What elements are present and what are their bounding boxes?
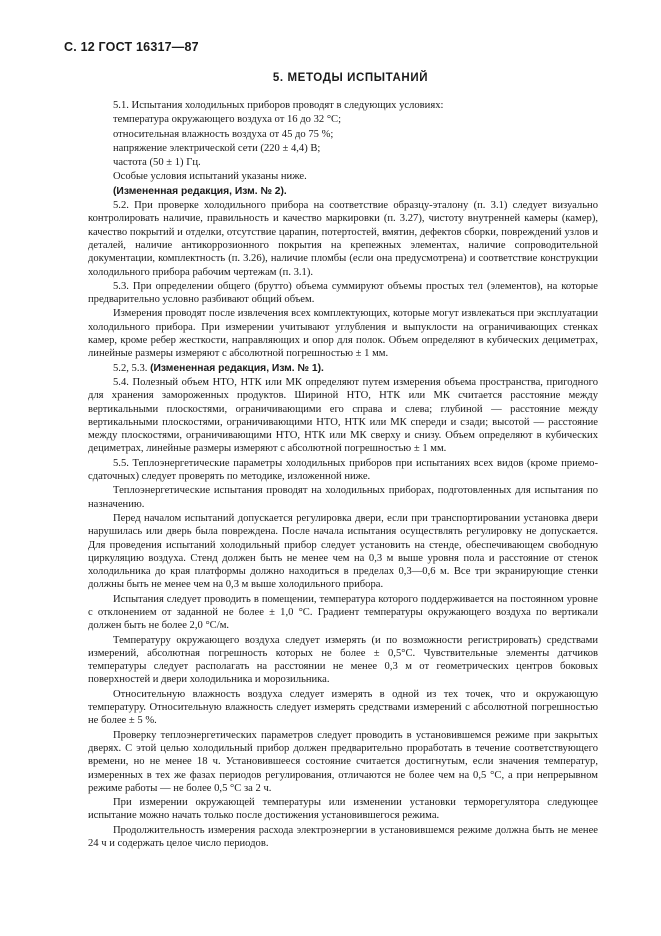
amendment-note-1-text: (Измененная редакция, Изм. № 1). [150, 362, 324, 374]
condition-temperature: температура окружающего воздуха от 16 до 32 °С; [113, 114, 342, 126]
paragraph-thermal-tests: Теплоэнергетические испытания проводят на холодильных приборах, подготовленных для испытания по назначению. [88, 485, 598, 510]
special-conditions-note: Особые условия испытаний указаны ниже. [113, 171, 307, 183]
paragraph-energy-duration: Продолжительность измерения расхода электроэнергии в установившемся режиме должна быть не менее 24 ч и содержать целое число периодов. [88, 824, 598, 850]
paragraph-5-3: 5.3. При определении общего (брутто) объема суммируют объемы простых тел (элементов), на которые предварительно условно разбивают общий объем. [88, 280, 598, 306]
page-header: С. 12 ГОСТ 16317—87 [64, 40, 199, 54]
paragraph-5-1: 5.1. Испытания холодильных приборов проводят в следующих условиях: [113, 100, 444, 111]
paragraph-humidity: Относительную влажность воздуха следует измерять в одной из тех точек, что и окружающую температуру. Относительную влажность следует измерять средствами измерений с абсолютной погрешностью не более ± 5 %. [88, 688, 598, 727]
condition-voltage: напряжение электрической сети (220 ± 4,4) В; [113, 142, 321, 154]
section-body [88, 99, 598, 851]
amendment-note-1-ref: 5.2, 5.3. [113, 362, 151, 374]
paragraph-5-4: 5.4. Полезный объем НТО, НТК или МК определяют путем измерения объема пространства, пригодного для хранения замороженных продуктов. Шириной НТО, НТК или МК считается расстояние между вертикальными плоскостями, ограничивающими его справа и слева; глубиной — расстояние между вертикальными плоскостями, ограничивающими НТО, НТК или МК спереди и сзади; высотой — расстояние между плоскостями, ограничивающими НТО, НТК или МК сверху и снизу. Объем определяют в кубических дециметрах, линейные размеры измеряют с абсолютной погрешностью ± 1 мм. [88, 376, 598, 455]
amendment-note-1 [88, 362, 598, 375]
condition-frequency: частота (50 ± 1) Гц. [113, 157, 201, 169]
paragraph-5-2: 5.2. При проверке холодильного прибора на соответствие образцу-эталону (п. 3.1) следует визуально контролировать наличие, правильность и качество маркировки (п. 3.27), чистоту внутренней камеры (камер), качество покрытий и отделки, отсутствие царапин, потертостей, вмятин, дефектов сборки, повреждений узлов и деталей, наличие антикоррозионного покрытия на крепежных элементах, наличие сопроводительной документации, комплектность (п. 3.26), наличие пломбы (если она предусмотрена) и соответствие конструкции холодильного прибора рабочим чертежам (п. 3.1). [88, 200, 598, 278]
paragraph-next-test: При измерении окружающей температуры или изменении установки терморегулятора следующее испытание можно начать только после достижения установившегося режима. [88, 797, 598, 822]
paragraph-5-3-measurements: Измерения проводят после извлечения всех комплектующих, которые могут извлекаться при эксплуатации холодильного прибора. При измерении учитывают углубления и выпуклости на ограничивающих стенках камер, кроме ребер жесткости, направляющих и опор для полок. Объем определяют в кубических дециметрах, линейные размеры измеряют с абсолютной погрешностью ± 1 мм. [88, 308, 598, 360]
paragraph-5-5: 5.5. Теплоэнергетические параметры холодильных приборов при испытаниях всех видов (кроме приемо-сдаточных) следует проверять по методике, изложенной ниже. [88, 457, 598, 483]
amendment-note-2: (Измененная редакция, Изм. № 2). [113, 185, 287, 197]
paragraph-door-adjustment: Перед началом испытаний допускается регулировка двери, если при транспортировании установка двери нарушилась или дверь была повреждена. После начала испытания осуществлять регулировку не допускается. Для проведения испытаний холодильный прибор следует установить на стенде, обеспечивающем свободную циркуляцию воздуха. Стенд должен быть не менее чем на 0,3 м выше уровня пола и расстояние от стенок холодильника до края платформы должно находиться в пределах 0,3—0,6 м. Все три экранирующие стенки должны быть не менее чем на 0,3 м выше холодильного прибора. [88, 512, 598, 591]
paragraph-steady-state: Проверку теплоэнергетических параметров следует проводить в установившемся режиме при закрытых дверях. С этой целью холодильный прибор должен предварительно проработать в течение соответствующего времени, но не менее 18 ч. Установившееся состояние считается достигнутым, если значения температур, измеренных в тех же фазах периодов регулирования, отличаются не более чем на 0,5 °С, а при непрерывном режиме работы — не более 0,5 °С за 2 ч. [88, 729, 598, 794]
paragraph-room-conditions: Испытания следует проводить в помещении, температура которого поддерживается на постоянном уровне с отклонением от заданной не более ± 1,0 °С. Градиент температуры окружающего воздуха по вертикали должен быть не более 2,0 °С/м. [88, 593, 598, 632]
condition-humidity: относительная влажность воздуха от 45 до 75 %; [113, 128, 334, 140]
paragraph-ambient-temperature: Температуру окружающего воздуха следует измерять (и по возможности регистрировать) средствами измерений, абсолютная погрешность которых не более ± 0,5°С. Чувствительные элементы датчиков температуры следует располагать на расстоянии не менее 0,3 м от геометрических центров боковых поверхностей и двери холодильника и морозильника. [88, 634, 598, 686]
section-title: 5. МЕТОДЫ ИСПЫТАНИЙ [272, 72, 429, 84]
